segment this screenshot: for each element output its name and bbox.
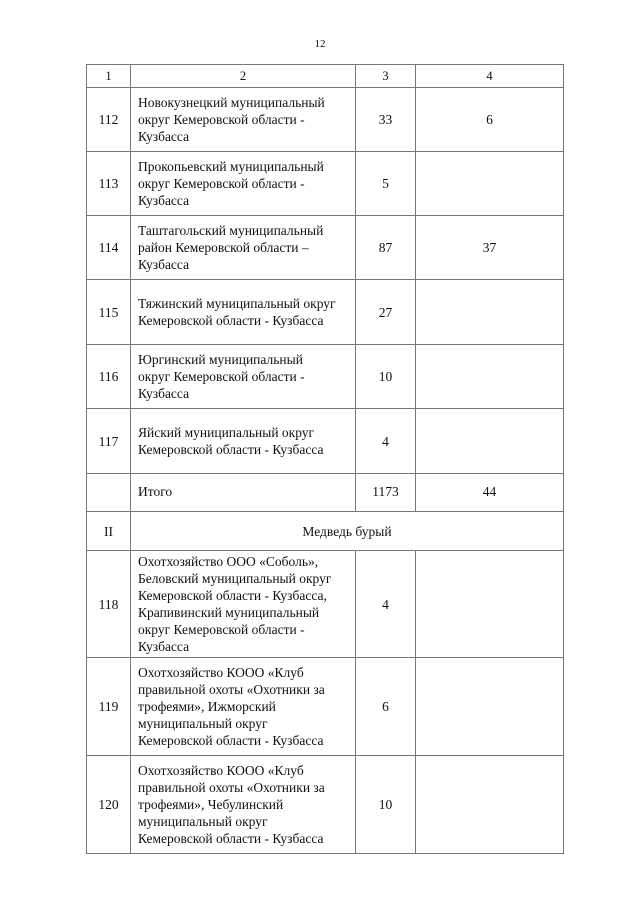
row-name — [131, 152, 356, 216]
name-line: Кемеровской области - Кузбасса — [138, 313, 324, 328]
table-row — [87, 152, 564, 216]
row-name — [131, 658, 356, 756]
row-value-col4 — [416, 409, 564, 474]
name-line: Прокопьевский муниципальный — [138, 159, 324, 174]
row-value-col3: 87 — [356, 216, 416, 280]
table-row — [87, 216, 564, 280]
row-value-col3: 4 — [356, 409, 416, 474]
row-name — [131, 756, 356, 854]
row-value-col3: 27 — [356, 280, 416, 345]
name-line: Кузбасса — [138, 639, 190, 654]
row-name — [131, 280, 356, 345]
name-line: Новокузнецкий муниципальный — [138, 95, 325, 110]
row-value-col4 — [416, 551, 564, 658]
table-row — [87, 756, 564, 854]
name-line: правильной охоты «Охотники за — [138, 682, 325, 697]
row-value-col4 — [416, 345, 564, 409]
name-line: Тяжинский муниципальный округ — [138, 296, 336, 311]
table-row — [87, 345, 564, 409]
row-value-col3: 33 — [356, 88, 416, 152]
row-value-col3: 5 — [356, 152, 416, 216]
name-line: округ Кемеровской области - — [138, 112, 305, 127]
row-value-col4: 37 — [416, 216, 564, 280]
row-number: 115 — [87, 280, 131, 345]
row-number: 114 — [87, 216, 131, 280]
row-name — [131, 216, 356, 280]
total-value-col4: 44 — [416, 474, 564, 512]
header-cell-2: 2 — [131, 65, 356, 88]
name-line: Крапивинский муниципальный — [138, 605, 320, 620]
header-cell-3: 3 — [356, 65, 416, 88]
row-value-col3: 10 — [356, 756, 416, 854]
row-number: 113 — [87, 152, 131, 216]
name-line: округ Кемеровской области - — [138, 176, 305, 191]
row-number: 112 — [87, 88, 131, 152]
name-line: Охотхозяйство КООО «Клуб — [138, 763, 304, 778]
row-value-col3: 6 — [356, 658, 416, 756]
name-line: Кемеровской области - Кузбасса — [138, 831, 324, 846]
name-line: Охотхозяйство ООО «Соболь», — [138, 554, 319, 569]
row-name — [131, 88, 356, 152]
name-line: округ Кемеровской области - — [138, 622, 305, 637]
total-label: Итого — [131, 474, 356, 512]
header-cell-4: 4 — [416, 65, 564, 88]
header-cell-1: 1 — [87, 65, 131, 88]
name-line: Кузбасса — [138, 257, 190, 272]
name-line: Охотхозяйство КООО «Клуб — [138, 665, 304, 680]
name-line: Юргинский муниципальный — [138, 352, 303, 367]
name-line: трофеями», Чебулинский — [138, 797, 284, 812]
row-value-col4 — [416, 756, 564, 854]
row-value-col4 — [416, 152, 564, 216]
total-value-col3: 1173 — [356, 474, 416, 512]
row-name — [131, 409, 356, 474]
page-number: 12 — [314, 38, 326, 50]
total-row — [87, 474, 564, 512]
row-name — [131, 345, 356, 409]
row-number: 116 — [87, 345, 131, 409]
table-row — [87, 658, 564, 756]
name-line: правильной охоты «Охотники за — [138, 780, 325, 795]
section-row — [87, 512, 564, 551]
row-number: 118 — [87, 551, 131, 658]
table-row — [87, 551, 564, 658]
row-value-col4 — [416, 658, 564, 756]
name-line: Кузбасса — [138, 129, 190, 144]
name-line: муниципальный округ — [138, 716, 268, 731]
name-line: Таштагольский муниципальный — [138, 223, 324, 238]
name-line: Кузбасса — [138, 386, 190, 401]
section-title: Медведь бурый — [131, 512, 564, 551]
row-name — [131, 551, 356, 658]
name-line: Кемеровской области - Кузбасса — [138, 442, 324, 457]
name-line: округ Кемеровской области - — [138, 369, 305, 384]
name-line: район Кемеровской области – — [138, 240, 309, 255]
table-row — [87, 88, 564, 152]
row-number: 117 — [87, 409, 131, 474]
row-value-col3: 10 — [356, 345, 416, 409]
table-row — [87, 409, 564, 474]
table-header-row — [87, 65, 564, 88]
row-number: 119 — [87, 658, 131, 756]
name-line: Кемеровской области - Кузбасса — [138, 733, 324, 748]
name-line: Кемеровской области - Кузбасса, — [138, 588, 327, 603]
name-line: Беловский муниципальный округ — [138, 571, 332, 586]
total-number-cell — [87, 474, 131, 512]
section-number: II — [87, 512, 131, 551]
data-table — [86, 64, 564, 854]
name-line: Кузбасса — [138, 193, 190, 208]
row-value-col4: 6 — [416, 88, 564, 152]
row-value-col3: 4 — [356, 551, 416, 658]
table-row — [87, 280, 564, 345]
name-line: трофеями», Ижморский — [138, 699, 276, 714]
row-number: 120 — [87, 756, 131, 854]
row-value-col4 — [416, 280, 564, 345]
name-line: Яйский муниципальный округ — [138, 425, 315, 440]
name-line: муниципальный округ — [138, 814, 268, 829]
